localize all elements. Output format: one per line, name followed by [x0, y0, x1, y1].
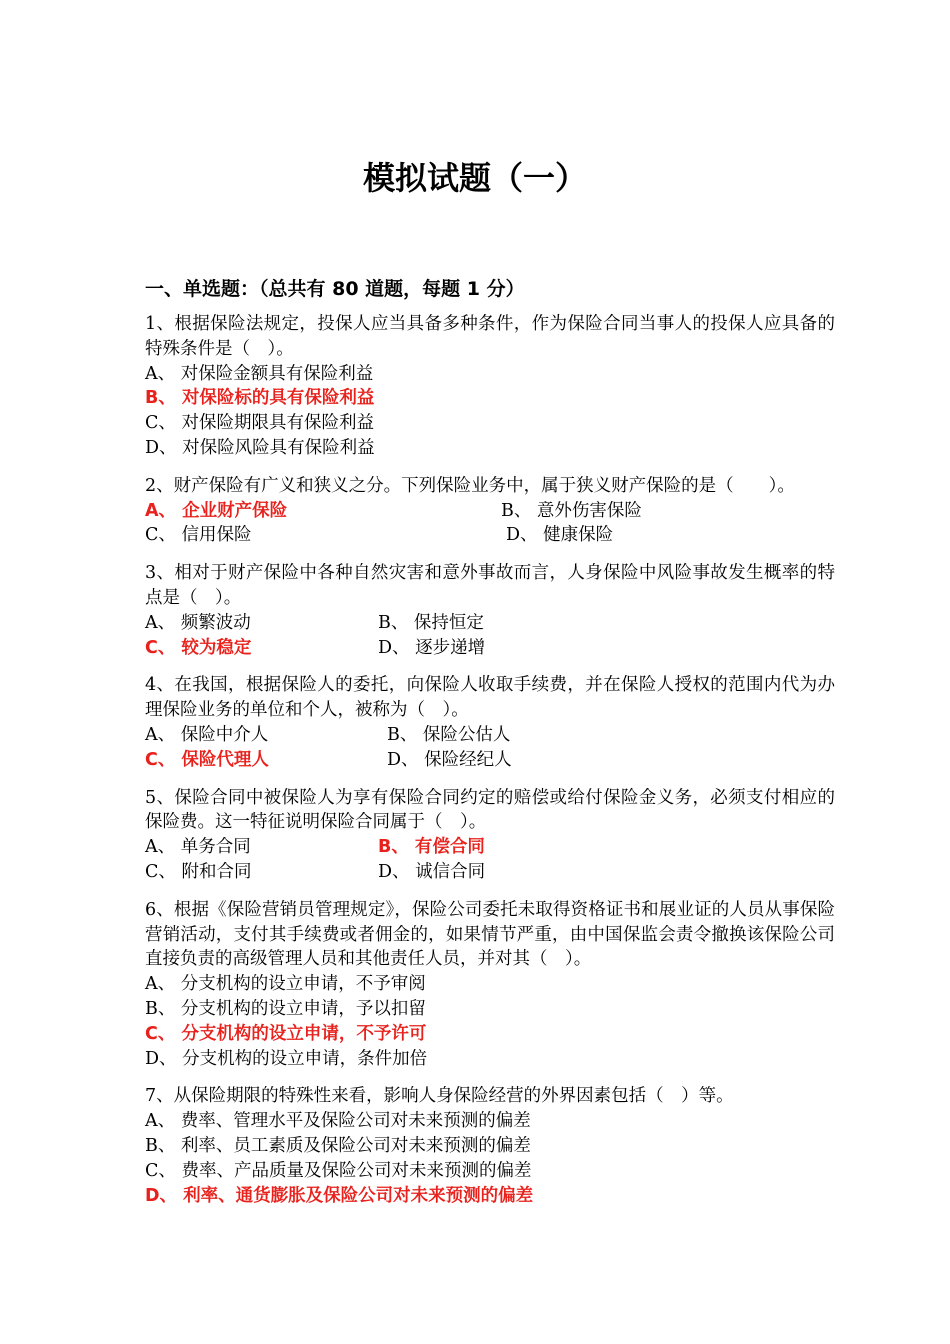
question-stem: 2、财产保险有广义和狭义之分。下列保险业务中，属于狭义财产保险的是（ ）。 [145, 475, 795, 496]
option-a: A、 分支机构的设立申请，不予审阅 [145, 974, 426, 995]
question-1 [145, 312, 835, 461]
section-heading: 一、单选题：（总共有 80 道题，每题 1 分） [145, 278, 525, 300]
option-b: B、 保险公估人 [387, 724, 511, 745]
option-d: D、 分支机构的设立申请，条件加倍 [145, 1048, 428, 1069]
option-d: D、 逐步递增 [378, 637, 486, 658]
question-4 [145, 673, 835, 772]
option-row [145, 636, 835, 661]
option-c-correct: C、 分支机构的设立申请，不予许可 [145, 1023, 427, 1044]
option-b: B、 分支机构的设立申请，予以扣留 [145, 998, 426, 1019]
option-row [145, 748, 835, 773]
option-row [145, 860, 835, 885]
question-7 [145, 1084, 835, 1208]
page-title: 模拟试题（一） [362, 159, 587, 197]
question-stem: 4、在我国，根据保险人的委托，向保险人收取手续费，并在保险人授权的范围内代为办理保险业务的单位和个人，被称为（ ）。 [145, 675, 835, 721]
option-b-correct: B、 对保险标的具有保险利益 [145, 388, 375, 409]
option-a: A、 对保险金额具有保险利益 [145, 363, 374, 384]
option-a: A、 保险中介人 [145, 724, 269, 745]
question-2 [145, 474, 835, 548]
option-a-correct: A、 企业财产保险 [145, 500, 288, 521]
option-row [145, 523, 835, 548]
option-c-correct: C、 保险代理人 [145, 749, 269, 770]
option-a: A、 频繁波动 [145, 612, 251, 633]
option-c: C、 对保险期限具有保险利益 [145, 413, 374, 434]
question-6 [145, 898, 835, 1072]
option-c: C、 附和合同 [145, 861, 252, 882]
question-3 [145, 561, 835, 660]
question-stem: 5、保险合同中被保险人为享有保险合同约定的赔偿或给付保险金义务，必须支付相应的保险费。这一特征说明保险合同属于（ ）。 [145, 787, 835, 833]
question-stem: 7、从保险期限的特殊性来看，影响人身保险经营的外界因素包括（ ）等。 [145, 1086, 734, 1107]
option-row [145, 499, 835, 524]
option-a: A、 单务合同 [145, 837, 251, 858]
question-list [145, 312, 835, 1208]
option-b: B、 保持恒定 [378, 612, 484, 633]
option-row [145, 723, 835, 748]
option-b: B、 利率、员工素质及保险公司对未来预测的偏差 [145, 1135, 531, 1156]
option-d: D、 健康保险 [506, 525, 614, 546]
option-row [145, 835, 835, 860]
option-d: D、 保险经纪人 [387, 749, 512, 770]
option-c: C、 费率、产品质量及保险公司对未来预测的偏差 [145, 1160, 532, 1181]
option-d: D、 诚信合同 [378, 861, 486, 882]
option-c-correct: C、 较为稳定 [145, 637, 252, 658]
question-stem: 1、根据保险法规定，投保人应当具备多种条件，作为保险合同当事人的投保人应具备的特殊条件是（ ）。 [145, 314, 835, 359]
option-a: A、 费率、管理水平及保险公司对未来预测的偏差 [145, 1111, 531, 1132]
option-row [145, 611, 835, 636]
option-d: D、 对保险风险具有保险利益 [145, 437, 375, 458]
option-d-correct: D、 利率、通货膨胀及保险公司对未来预测的偏差 [145, 1185, 534, 1206]
option-b: B、 意外伤害保险 [501, 500, 642, 521]
option-c: C、 信用保险 [145, 525, 252, 546]
option-b-correct: B、 有偿合同 [378, 837, 485, 858]
question-5 [145, 786, 835, 885]
question-stem: 3、相对于财产保险中各种自然灾害和意外事故而言，人身保险中风险事故发生概率的特点是（ ）。 [145, 563, 835, 608]
question-stem: 6、根据《保险营销员管理规定》，保险公司委托未取得资格证书和展业证的人员从事保险营销活动，支付其手续费或者佣金的，如果情节严重，由中国保监会责令撤换该保险公司直接负责的高级管理人员和其他责任人员，并对其（ ）。 [145, 899, 835, 970]
